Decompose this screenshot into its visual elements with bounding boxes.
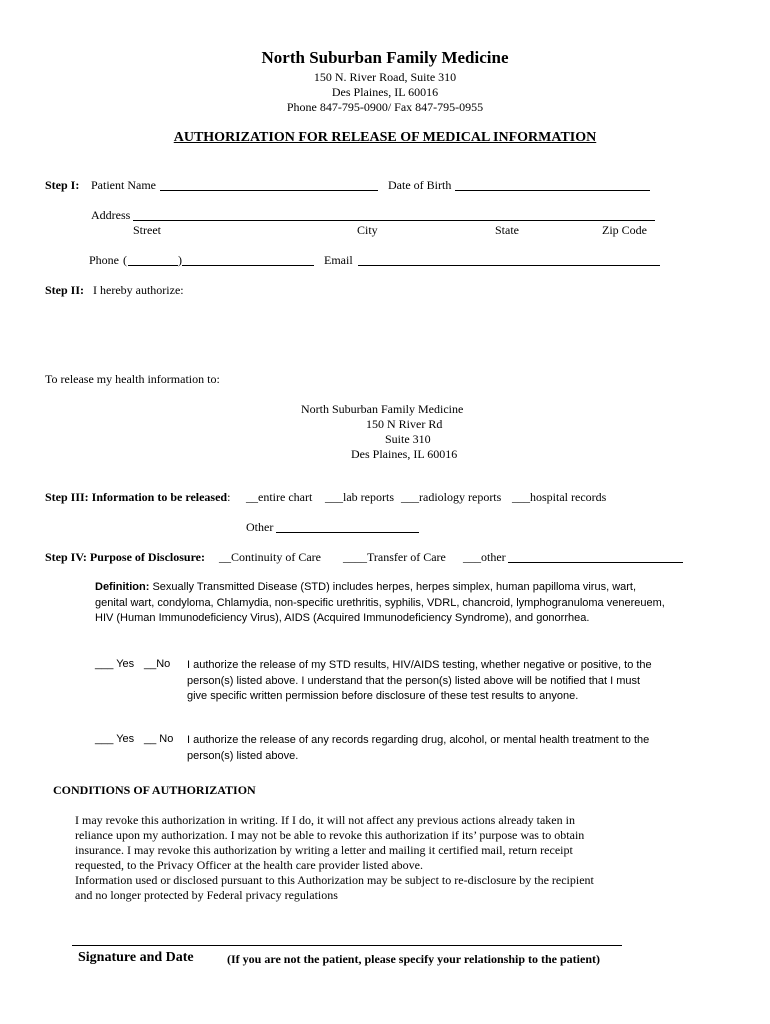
address-field[interactable]: [133, 220, 655, 221]
other-label: Other: [246, 520, 274, 534]
signature-note: (If you are not the patient, please specify your relationship to the patient): [227, 952, 600, 966]
other-field[interactable]: [276, 532, 419, 533]
practice-contact-line: Phone 847-795-0900/ Fax 847-795-0955: [286, 100, 484, 114]
zip-caption: Zip Code: [602, 223, 647, 237]
phone-paren-open: (: [123, 253, 127, 267]
consent1-no[interactable]: __No: [144, 658, 171, 670]
consent2-text: I authorize the release of any records regarding drug, alcohol, or mental health treatment to the person(s) listed above.: [187, 734, 650, 762]
dob-field[interactable]: [455, 190, 650, 191]
consent2-no[interactable]: __ No: [144, 733, 174, 745]
phone-number-field[interactable]: [182, 265, 314, 266]
street-caption: Street: [133, 223, 161, 237]
consent2-yes[interactable]: ___ Yes: [95, 733, 135, 745]
recipient-city: Des Plaines, IL 60016: [351, 447, 458, 461]
conditions-heading: CONDITIONS OF AUTHORIZATION: [53, 783, 256, 797]
city-caption: City: [357, 223, 378, 237]
dob-label: Date of Birth: [388, 178, 452, 192]
consent1-text: I authorize the release of my STD results, HIV/AIDS testing, whether negative or positive, to the person(s) listed above. I understand that the person(s) listed above will be notified that I must give specific written permission before disclosure of these test results to anyone.: [187, 659, 652, 702]
definition-text: Sexually Transmitted Disease (STD) includes herpes, herpes simplex, human papilloma virus, wart, genital wart, condyloma, Chlamydia, non-specific urethritis, syphilis, VDRL, chancroid, lymphogranuloma venereuem, HIV (Human Immunodeficiency Virus), AIDS (Acquired Immunodeficiency Syndrome), and gonorrhea.: [95, 581, 665, 624]
practice-address-line2: Des Plaines, IL 60016: [331, 85, 439, 99]
practice-name: North Suburban Family Medicine: [261, 48, 509, 67]
practice-address-line1: 150 N. River Road, Suite 310: [313, 70, 457, 84]
recipient-suite: Suite 310: [385, 432, 431, 446]
step3-colon: :: [227, 490, 231, 504]
recipient-street: 150 N River Rd: [366, 417, 443, 431]
recipient-name: North Suburban Family Medicine: [301, 402, 464, 416]
step4-label: Step IV: Purpose of Disclosure:: [45, 550, 206, 564]
signature-field[interactable]: [72, 945, 622, 946]
conditions-line: I may revoke this authorization in writing. If I do, it will not affect any previous actions already taken in: [75, 813, 575, 827]
option-hospital-records[interactable]: ___hospital records: [512, 490, 607, 504]
conditions-line: reliance upon my authorization. I may not be able to revoke this authorization if its’ purpose was to obtain: [75, 828, 585, 842]
email-field[interactable]: [358, 265, 660, 266]
other-purpose-field[interactable]: [508, 562, 683, 563]
step3-row: [45, 490, 230, 505]
option-entire-chart[interactable]: __entire chart: [246, 490, 313, 504]
definition-block: [95, 580, 670, 627]
conditions-line: and no longer protected by Federal privacy regulations: [75, 888, 338, 902]
option-continuity-of-care[interactable]: __Continuity of Care: [219, 550, 321, 564]
step1-label: Step I:: [45, 178, 80, 192]
address-label: Address: [91, 208, 131, 222]
option-transfer-of-care[interactable]: ____Transfer of Care: [343, 550, 446, 564]
conditions-line: requested, to the Privacy Officer at the health care provider listed above.: [75, 858, 423, 872]
definition-label: Definition:: [95, 581, 150, 593]
step2-text: I hereby authorize:: [93, 283, 184, 297]
step3-label: Step III: Information to be released: [45, 490, 228, 504]
release-intro: To release my health information to:: [45, 372, 220, 386]
signature-label: Signature and Date: [78, 950, 194, 965]
option-radiology-reports[interactable]: ___radiology reports: [401, 490, 502, 504]
patient-name-label: Patient Name: [91, 178, 156, 192]
option-other-purpose[interactable]: ___other: [463, 550, 506, 564]
phone-paren-close: ): [178, 253, 182, 267]
step2-label: Step II:: [45, 283, 85, 297]
phone-label: Phone: [89, 253, 119, 267]
conditions-line: Information used or disclosed pursuant to this Authorization may be subject to re-disclosure by the recipient: [75, 873, 594, 887]
patient-name-field[interactable]: [160, 190, 378, 191]
form-title: AUTHORIZATION FOR RELEASE OF MEDICAL INFORMATION: [173, 130, 597, 145]
state-caption: State: [495, 223, 519, 237]
option-lab-reports[interactable]: ___lab reports: [325, 490, 394, 504]
phone-area-code-field[interactable]: [128, 265, 178, 266]
consent1-yes[interactable]: ___ Yes: [95, 658, 135, 670]
email-label: Email: [324, 253, 353, 267]
conditions-line: insurance. I may revoke this authorization by writing a letter and mailing it certified mail, return receipt: [75, 843, 573, 857]
